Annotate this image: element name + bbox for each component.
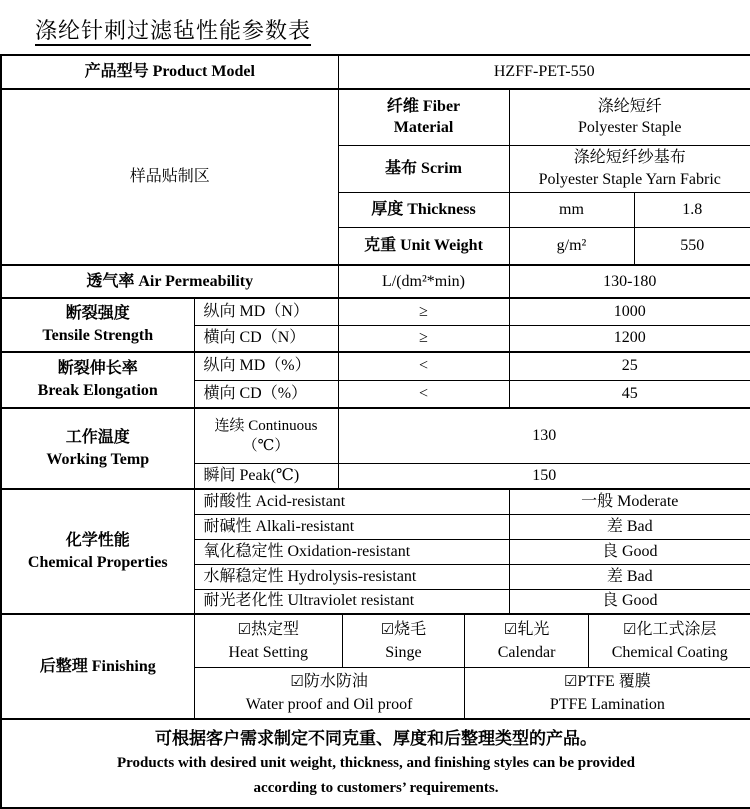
tensile-cd-direction: 横向 CD（N） — [194, 325, 338, 352]
chemical-hydrolysis-name: 水解稳定性 Hydrolysis-resistant — [194, 564, 509, 589]
checkbox-checked-icon: ☑ — [381, 622, 394, 638]
sample-area-cell: 样品贴制区 — [1, 89, 338, 265]
thickness-label: 厚度 Thickness — [338, 192, 509, 227]
row-elongation-md — [1, 352, 750, 380]
elongation-cd-operator: < — [338, 380, 509, 408]
footer-note-en-line1: Products with desired unit weight, thickness, and finishing styles can be provided — [12, 751, 740, 776]
finishing-option-calendar — [465, 615, 590, 667]
finishing-ptfe-en: PTFE Lamination — [550, 693, 665, 716]
tensile-strength-label-zh: 断裂强度 — [6, 303, 190, 325]
break-elongation-label — [1, 352, 194, 408]
tensile-cd-value: 1200 — [509, 325, 750, 352]
checkbox-checked-icon: ☑ — [623, 622, 636, 638]
elongation-md-direction: 纵向 MD（%） — [194, 352, 338, 380]
tensile-md-operator: ≥ — [338, 298, 509, 325]
scrim-value-en: Polyester Staple Yarn Fabric — [514, 169, 747, 191]
elongation-md-value: 25 — [509, 352, 750, 380]
chemical-alkali-name: 耐碱性 Alkali-resistant — [194, 514, 509, 539]
row-finishing — [1, 614, 750, 719]
scrim-label: 基布 Scrim — [338, 145, 509, 192]
working-temp-label-en: Working Temp — [6, 449, 190, 471]
temp-continuous-label — [194, 408, 338, 463]
row-air-permeability — [1, 265, 750, 298]
unit-weight-value: 550 — [634, 227, 750, 265]
finishing-option-chemical-coating — [589, 615, 750, 667]
tensile-md-value: 1000 — [509, 298, 750, 325]
chemical-acid-name: 耐酸性 Acid-resistant — [194, 489, 509, 514]
checkbox-checked-icon: ☑ — [290, 674, 303, 690]
elongation-cd-value: 45 — [509, 380, 750, 408]
tensile-strength-label-en: Tensile Strength — [6, 325, 190, 347]
chemical-oxidation-rating: 良 Good — [509, 539, 750, 564]
fiber-label — [338, 89, 509, 145]
chemical-properties-label-en: Chemical Properties — [6, 552, 190, 574]
row-temp-continuous — [1, 408, 750, 463]
break-elongation-label-en: Break Elongation — [6, 380, 190, 402]
finishing-label: 后整理 Finishing — [1, 614, 194, 719]
working-temp-label — [1, 408, 194, 489]
finishing-option-heat-setting — [195, 615, 344, 667]
product-model-label: 产品型号 Product Model — [1, 55, 338, 89]
finishing-option-ptfe — [465, 668, 750, 718]
scrim-value — [509, 145, 750, 192]
scrim-value-zh: 涤纶短纤纱基布 — [514, 147, 747, 169]
finishing-chemical-coating-en: Chemical Coating — [612, 641, 728, 664]
chemical-uv-rating: 良 Good — [509, 589, 750, 614]
tensile-strength-label — [1, 298, 194, 352]
finishing-options-row1 — [195, 615, 750, 668]
thickness-value: 1.8 — [634, 192, 750, 227]
fiber-label-en: Material — [343, 117, 505, 139]
chemical-properties-label — [1, 489, 194, 614]
unit-weight-label: 克重 Unit Weight — [338, 227, 509, 265]
tensile-md-direction: 纵向 MD（N） — [194, 298, 338, 325]
chemical-alkali-rating: 差 Bad — [509, 514, 750, 539]
finishing-option-singe — [343, 615, 465, 667]
finishing-waterproof-zh: 防水防油 — [304, 673, 368, 690]
temp-peak-value: 150 — [338, 463, 750, 489]
air-permeability-value: 130-180 — [509, 265, 750, 298]
finishing-chemical-coating-zh: 化工式涂层 — [636, 621, 716, 638]
air-permeability-unit: L/(dm²*min) — [338, 265, 509, 298]
row-chemical-acid — [1, 489, 750, 514]
fiber-label-zh: 纤维 Fiber — [343, 96, 505, 118]
temp-continuous-label-line2: （℃） — [199, 436, 334, 456]
row-product-model — [1, 55, 750, 89]
chemical-oxidation-name: 氧化稳定性 Oxidation-resistant — [194, 539, 509, 564]
fiber-value — [509, 89, 750, 145]
working-temp-label-zh: 工作温度 — [6, 427, 190, 449]
finishing-calendar-en: Calendar — [498, 641, 556, 664]
finishing-grid — [195, 615, 750, 718]
fiber-value-en: Polyester Staple — [514, 117, 747, 139]
finishing-heat-setting-en: Heat Setting — [229, 641, 309, 664]
product-model-value: HZFF-PET-550 — [338, 55, 750, 89]
finishing-calendar-zh: 轧光 — [517, 621, 549, 638]
footer-note-zh: 可根据客户需求制定不同克重、厚度和后整理类型的产品。 — [12, 726, 740, 751]
chemical-acid-rating: 一般 Moderate — [509, 489, 750, 514]
finishing-options-cell — [194, 614, 750, 719]
spec-table — [0, 54, 750, 809]
chemical-hydrolysis-rating: 差 Bad — [509, 564, 750, 589]
footer-note-en-line2: according to customers’ requirements. — [12, 776, 740, 801]
elongation-md-operator: < — [338, 352, 509, 380]
finishing-heat-setting-zh: 热定型 — [251, 621, 299, 638]
break-elongation-label-zh: 断裂伸长率 — [6, 358, 190, 380]
finishing-waterproof-en: Water proof and Oil proof — [246, 693, 413, 716]
air-permeability-label: 透气率 Air Permeability — [1, 265, 338, 298]
row-footer-note — [1, 719, 750, 808]
finishing-option-waterproof — [195, 668, 465, 718]
temp-peak-label: 瞬间 Peak(℃) — [194, 463, 338, 489]
fiber-value-zh: 涤纶短纤 — [514, 96, 747, 118]
row-fiber — [1, 89, 750, 145]
thickness-unit: mm — [509, 192, 634, 227]
checkbox-checked-icon: ☑ — [238, 622, 251, 638]
row-tensile-md — [1, 298, 750, 325]
temp-continuous-value: 130 — [338, 408, 750, 463]
finishing-options-row2 — [195, 668, 750, 718]
unit-weight-unit: g/m² — [509, 227, 634, 265]
chemical-uv-name: 耐光老化性 Ultraviolet resistant — [194, 589, 509, 614]
tensile-cd-operator: ≥ — [338, 325, 509, 352]
checkbox-checked-icon: ☑ — [564, 674, 577, 690]
chemical-properties-label-zh: 化学性能 — [6, 530, 190, 552]
checkbox-checked-icon: ☑ — [504, 622, 517, 638]
finishing-ptfe-zh: PTFE 覆膜 — [577, 673, 650, 690]
finishing-singe-zh: 烧毛 — [394, 621, 426, 638]
temp-continuous-label-line1: 连续 Continuous — [199, 416, 334, 436]
finishing-singe-en: Singe — [385, 641, 421, 664]
page-title: 涤纶针刺过滤毡性能参数表 — [35, 14, 311, 45]
elongation-cd-direction: 横向 CD（%） — [194, 380, 338, 408]
footer-note — [1, 719, 750, 808]
